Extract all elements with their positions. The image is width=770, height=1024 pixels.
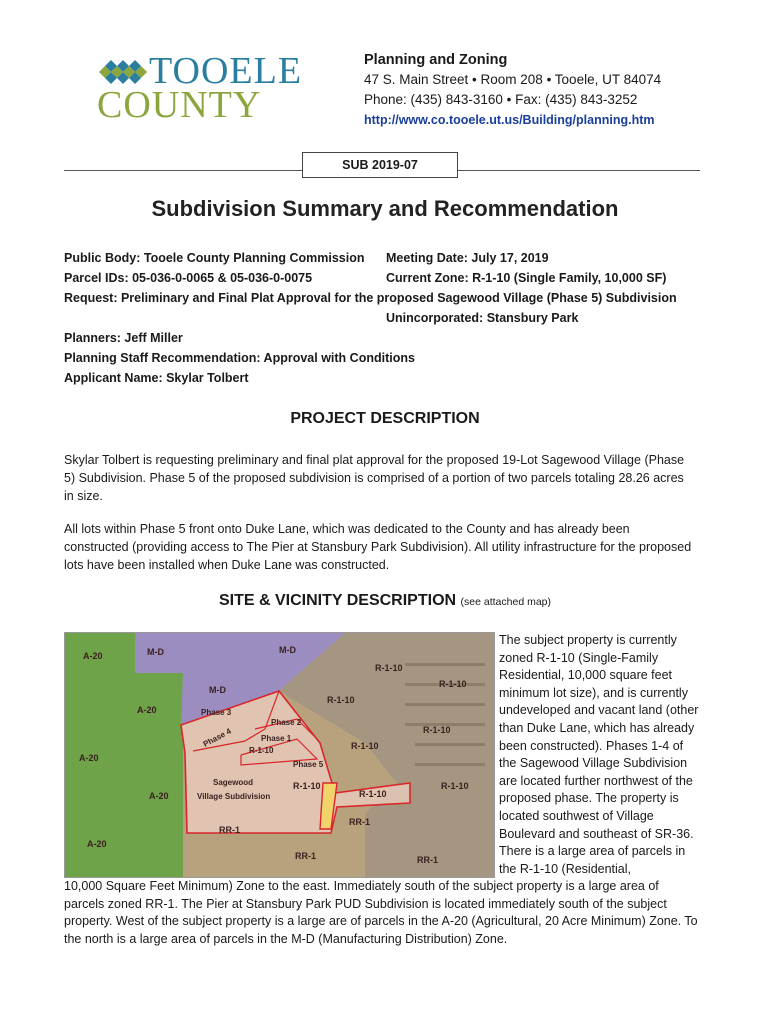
office-url-link[interactable]: http://www.co.tooele.ut.us/Building/planning.htm bbox=[364, 113, 655, 127]
map-label-a20-mid: A-20 bbox=[137, 705, 157, 715]
meta-current-zone: Current Zone: R-1-10 (Single Family, 10,000 SF) bbox=[386, 271, 667, 285]
map-label-md-1: M-D bbox=[147, 647, 164, 657]
map-label-r110-a: R-1-10 bbox=[375, 663, 403, 673]
map-label-phase-2: Phase 2 bbox=[271, 718, 302, 727]
project-description-paragraph-1: Skylar Tolbert is requesting preliminary and final plat approval for the proposed 19-Lot Sagewood Village (Phase 5) Subdivision. Phase 5 of the proposed subdivision is comprised of a portion of two parcels totaling 28.26 acres in size. bbox=[64, 453, 685, 503]
map-label-md-2: M-D bbox=[279, 645, 296, 655]
map-label-phase-5: Phase 5 bbox=[293, 760, 324, 769]
site-description-heading-text: SITE & VICINITY DESCRIPTION bbox=[219, 592, 457, 609]
zoning-vicinity-map bbox=[64, 632, 495, 878]
map-label-phase-1: Phase 1 bbox=[261, 734, 292, 743]
map-label-r110-h: R-1-10 bbox=[359, 789, 387, 799]
map-label-r110-f: R-1-10 bbox=[249, 746, 274, 755]
site-description-heading bbox=[0, 592, 770, 610]
map-label-r110-i: R-1-10 bbox=[441, 781, 469, 791]
map-label-r110-b: R-1-10 bbox=[439, 679, 467, 689]
map-label-phase-4: Phase 4 bbox=[201, 726, 233, 749]
site-description-side-text: The subject property is currently zoned R-1-10 (Single-Family Residential, 10,000 square feet minimum lot size), and is currently undeveloped and vacant land (other than Duke Lane, which has already been constructed). Phases 1-4 of the Sagewood Village Subdivision are located further northwest of the proposed phase. The property is located southwest of Village Boulevard and southeast of SR-36. There is a large area of parcels in the R-1-10 (Residential, bbox=[499, 633, 699, 876]
map-label-r110-e: R-1-10 bbox=[351, 741, 379, 751]
meta-parcel-ids: Parcel IDs: 05-036-0-0065 & 05-036-0-0075 bbox=[64, 271, 313, 285]
map-label-sagewood: Sagewood bbox=[213, 778, 254, 787]
meta-location: Unincorporated: Stansbury Park bbox=[386, 311, 579, 325]
map-label-r110-c: R-1-10 bbox=[327, 695, 355, 705]
project-description-heading: PROJECT DESCRIPTION bbox=[290, 410, 480, 427]
map-label-r110-d: R-1-10 bbox=[423, 725, 451, 735]
map-label-rr1-b: RR-1 bbox=[349, 817, 371, 827]
map-label-phase-3: Phase 3 bbox=[201, 708, 232, 717]
logo-word-tooele: TOOELE bbox=[149, 50, 303, 92]
map-label-md-3: M-D bbox=[209, 685, 226, 695]
map-label-a20-s: A-20 bbox=[149, 791, 169, 801]
meta-public-body: Public Body: Tooele County Planning Commission bbox=[64, 251, 365, 265]
meta-request: Request: Preliminary and Final Plat Approval for the proposed Sagewood Village (Phase 5) Subdivision bbox=[64, 291, 677, 305]
map-label-rr1-a: RR-1 bbox=[219, 825, 241, 835]
map-label-village-subdivision: Village Subdivision bbox=[197, 792, 271, 801]
map-label-a20-nw: A-20 bbox=[83, 651, 103, 661]
document-title: Subdivision Summary and Recommendation bbox=[151, 196, 619, 221]
map-label-a20-w: A-20 bbox=[79, 753, 99, 763]
map-label-a20-sw: A-20 bbox=[87, 839, 107, 849]
office-phone: Phone: (435) 843-3160 • Fax: (435) 843-3252 bbox=[364, 92, 638, 107]
zoning-map-svg bbox=[65, 633, 494, 877]
map-label-rr1-c: RR-1 bbox=[295, 851, 317, 861]
office-info bbox=[364, 50, 661, 130]
office-address: 47 S. Main Street • Room 208 • Tooele, UT 84074 bbox=[364, 72, 662, 87]
meta-applicant: Applicant Name: Skylar Tolbert bbox=[64, 371, 249, 385]
meta-meeting-date: Meeting Date: July 17, 2019 bbox=[386, 251, 549, 265]
meta-planners: Planners: Jeff Miller bbox=[64, 331, 183, 345]
logo-word-county: COUNTY bbox=[97, 84, 262, 126]
tooele-county-logo bbox=[97, 52, 332, 124]
project-description-paragraph-2: All lots within Phase 5 front onto Duke Lane, which was dedicated to the County and has already been constructed (providing access to The Pier at Stansbury Park Subdivision). All utility infrastructure for the proposed lots have been installed when Duke Lane was constructed. bbox=[64, 522, 692, 572]
case-number-box: SUB 2019-07 bbox=[302, 152, 458, 178]
map-label-r110-g: R-1-10 bbox=[293, 781, 321, 791]
office-title: Planning and Zoning bbox=[364, 52, 508, 68]
site-description-bottom-text: 10,000 Square Feet Minimum) Zone to the east. Immediately south of the subject property is a large area of parcels zoned RR-1. The Pier at Stansbury Park PUD Subdivision is located immediately south of the subject property. West of the subject property is a large are of parcels in the A-20 (Agricultural, 20 Acre Minimum) Zone. To the north is a large area of parcels in the M-D (Manufacturing Distribution) Zone. bbox=[64, 879, 698, 946]
map-label-rr1-d: RR-1 bbox=[417, 855, 439, 865]
site-description-note: (see attached map) bbox=[460, 596, 551, 608]
meta-recommendation: Planning Staff Recommendation: Approval with Conditions bbox=[64, 351, 415, 365]
